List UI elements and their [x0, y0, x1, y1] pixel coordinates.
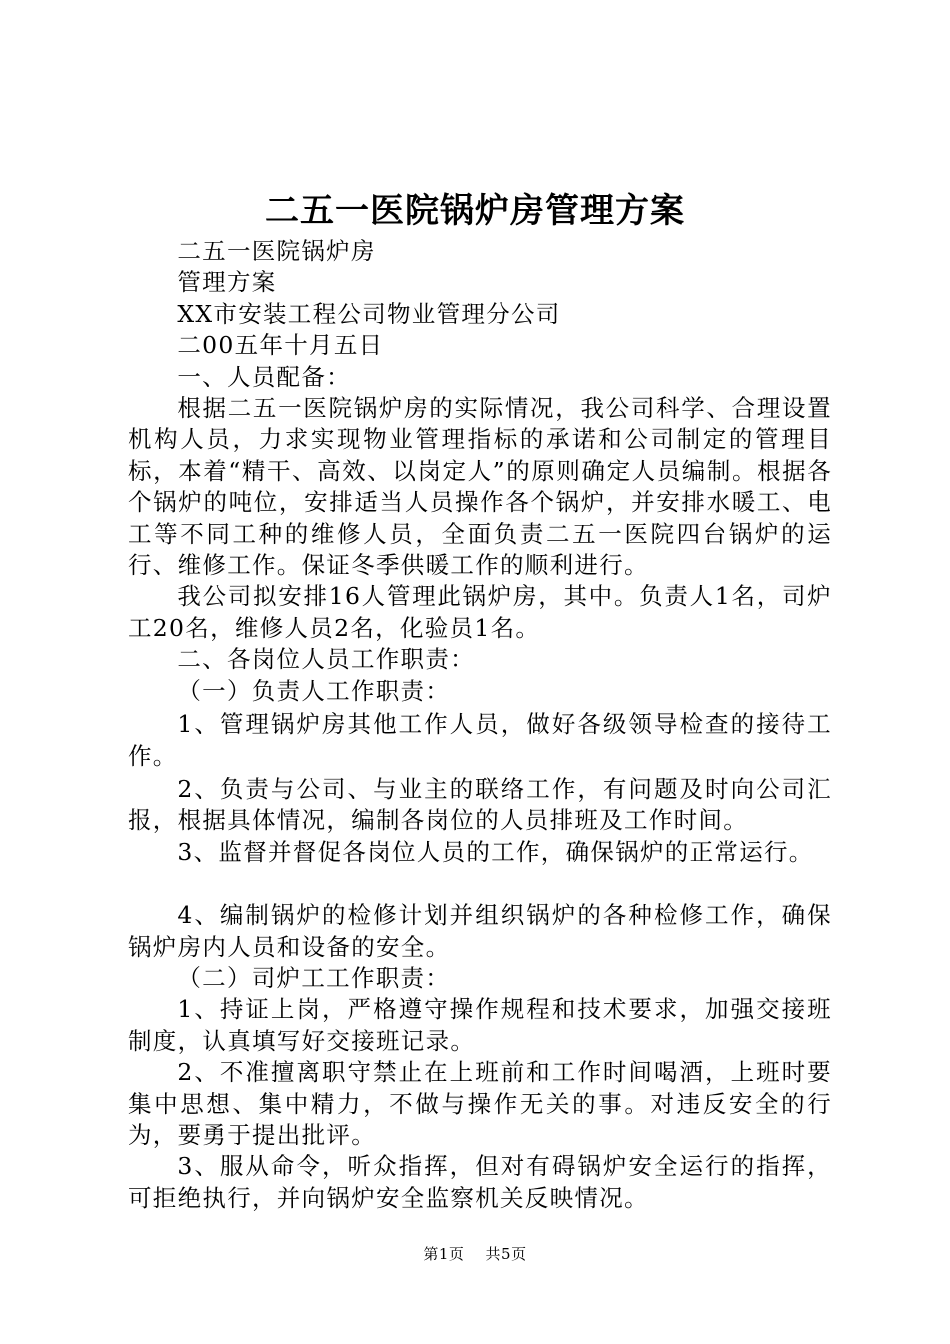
paragraph: 根据二五一医院锅炉房的实际情况，我公司科学、合理设置机构人员，力求实现物业管理指标的承诺和公司制定的管理目标，本着“精干、高效、以岗定人”的原则确定人员编制。根据各个锅炉的吨位，安排适当人员操作各个锅炉，并安排水暖工、电工等不同工种的维修人员，全面负责二五一医院四台锅炉的运行、维修工作。保证冬季供暖工作的顺利进行。	[128, 394, 832, 580]
list-item: 2、不准擅离职守禁止在上班前和工作时间喝酒，上班时要集中思想、集中精力，不做与操作无关的事。对违反安全的行为，要勇于提出批评。	[128, 1058, 832, 1149]
date-line: 二00五年十月五日	[177, 331, 384, 360]
list-item: 2、负责与公司、与业主的联络工作，有问题及时向公司汇报，根据具体情况，编制各岗位的人员排班及工作时间。	[128, 774, 832, 835]
subtitle-line: 二五一医院锅炉房	[177, 237, 376, 265]
subsection-heading: （一）负责人工作职责：	[177, 676, 451, 705]
document-title: 二五一医院锅炉房管理方案	[265, 191, 685, 231]
document-body	[128, 236, 832, 1214]
page-total: 共5页	[485, 1245, 527, 1263]
company-line: XX市安装工程公司物业管理分公司	[177, 299, 561, 328]
subsection-heading: （二）司炉工工作职责：	[177, 963, 451, 992]
page-footer	[0, 1243, 950, 1264]
list-item: 3、服从命令，听众指挥，但对有碍锅炉安全运行的指挥，可拒绝执行，并向锅炉安全监察机关反映情况。	[128, 1152, 832, 1212]
list-item: 1、管理锅炉房其他工作人员，做好各级领导检查的接待工作。	[128, 710, 832, 770]
paragraph: 我公司拟安排16人管理此锅炉房，其中。负责人1名，司炉工20名，维修人员2名，化验员1名。	[128, 582, 832, 642]
list-item: 1、持证上岗，严格遵守操作规程和技术要求，加强交接班制度，认真填写好交接班记录。	[128, 995, 832, 1055]
list-item: 4、编制锅炉的检修计划并组织锅炉的各种检修工作，确保锅炉房内人员和设备的安全。	[128, 901, 832, 961]
section-heading: 一、人员配备：	[177, 362, 351, 391]
section-heading: 二、各岗位人员工作职责：	[177, 645, 475, 674]
list-item: 3、监督并督促各岗位人员的工作，确保锅炉的正常运行。	[177, 837, 814, 866]
page-number: 第1页	[423, 1245, 465, 1263]
subtitle-line: 管理方案	[177, 268, 277, 297]
